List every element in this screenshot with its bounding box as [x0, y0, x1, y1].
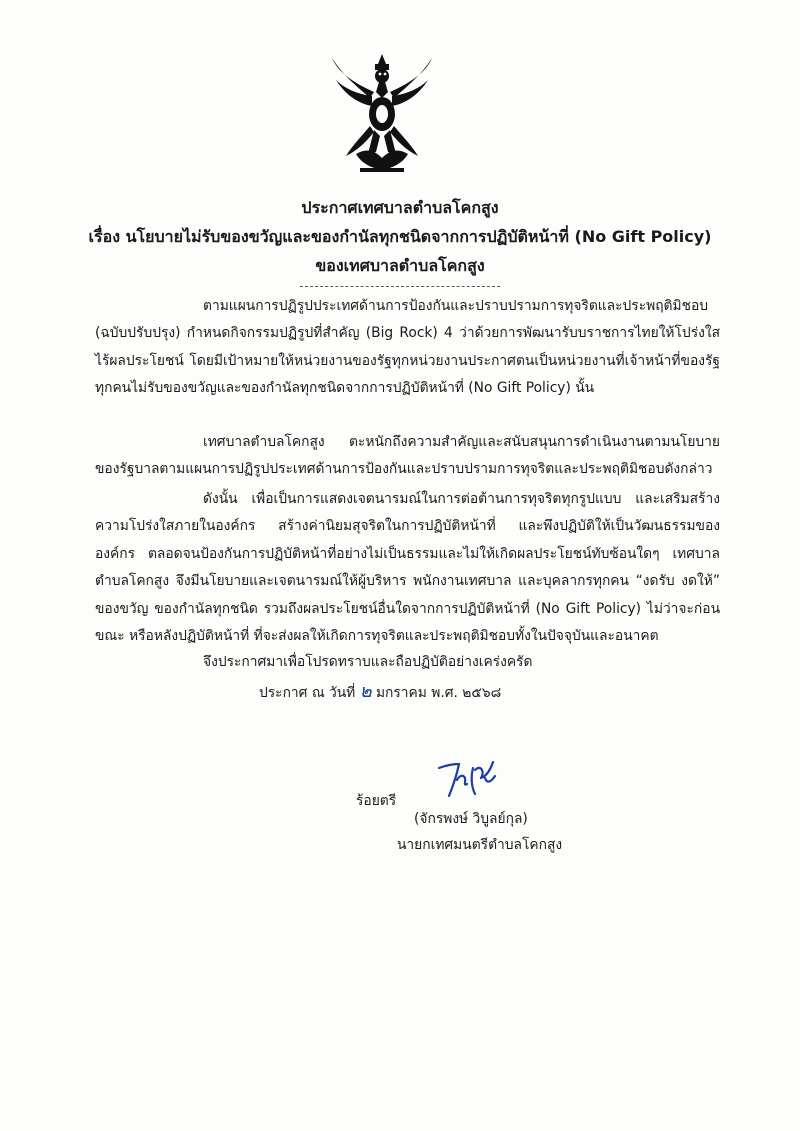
body-paragraph-4: จึงประกาศมาเพื่อโปรดทราบและถือปฏิบัติอย่างเคร่งครัด — [203, 654, 533, 670]
date-prefix: ประกาศ ณ วันที่ — [259, 685, 356, 701]
garuda-emblem-icon — [330, 52, 434, 174]
signer-position: นายกเทศมนตรีตำบลโคกสูง — [397, 837, 563, 853]
body-paragraph-3: ดังนั้น เพื่อเป็นการแสดงเจตนารมณ์ในการต่อต้านการทุจริตทุกรูปแบบ และเสริมสร้างความโปร่งใสภายในองค์กร สร้างค่านิยมสุจริตในการปฏิบัติหน้าที่ และพึงปฏิบัติให้เป็นวัฒนธรรมขององค์กร ตลอดจนป้องกันการปฏิบัติหน้าที่อย่างไม่เป็นธรรมและไม่ให้เกิดผลประโยชน์ทับซ้อนใดๆ เทศบาลตำบลโคกสูง จึงมีนโยบายและเจตนารมณ์ให้ผู้บริหาร พนักงานเทศบาล และบุคลากรทุกคน “งดรับ งดให้” ของขวัญ ของกำนัลทุกชนิด รวมถึงผลประโยชน์อื่นใดจากการปฏิบัติหน้าที่ (No Gift Policy) ไม่ว่าจะก่อน ขณะ หรือหลังปฏิบัติหน้าที่ ที่จะส่งผลให้เกิดการทุจริตและประพฤติมิชอบทั้งในปัจจุบันและอนาคต — [95, 491, 720, 645]
title-divider — [300, 286, 500, 287]
signer-rank: ร้อยตรี — [356, 793, 397, 809]
announcement-title: ประกาศเทศบาลตำบลโคกสูง — [301, 198, 499, 217]
date-suffix: มกราคม พ.ศ. ๒๕๖๘ — [375, 685, 502, 701]
body-paragraph-1: ตามแผนการปฏิรูปประเทศด้านการป้องกันและปราบปรามการทุจริตและประพฤติมิชอบ (ฉบับปรับปรุง) กำหนดกิจกรรมปฏิรูปที่สำคัญ (Big Rock) 4 ว่าด้วยการพัฒนารับบราชการไทยให้โปร่งใส ไร้ผลประโยชน์ โดยมีเป้าหมายให้หน่วยงานของรัฐทุกหน่วยงานประกาศตนเป็นหน่วยงานที่เจ้าหน้าที่ของรัฐทุกคนไม่รับของขวัญและของกำนัลทุกชนิดจากการปฏิบัติหน้าที่ (No Gift Policy) นั้น — [95, 298, 720, 397]
signer-name: (จักรพงษ์ วิบูลย์กุล) — [414, 811, 528, 827]
date-day-handwritten: ๒ — [359, 681, 372, 702]
announcement-subject: เรื่อง นโยบายไม่รับของขวัญและของกำนัลทุกชนิดจากการปฏิบัติหน้าที่ (No Gift Policy) — [88, 227, 712, 246]
announcement-subject-continued: ของเทศบาลตำบลโคกสูง — [315, 256, 485, 275]
body-paragraph-2: เทศบาลตำบลโคกสูง ตะหนักถึงความสำคัญและสนับสนุนการดำเนินงานตามนโยบายของรัฐบาลตามแผนการปฏิรูปประเทศด้านการป้องกันและปราบปรามการทุจริตและประพฤติมิชอบดังกล่าว — [95, 434, 720, 478]
handwritten-signature-icon — [435, 758, 499, 802]
announcement-date — [259, 681, 501, 704]
